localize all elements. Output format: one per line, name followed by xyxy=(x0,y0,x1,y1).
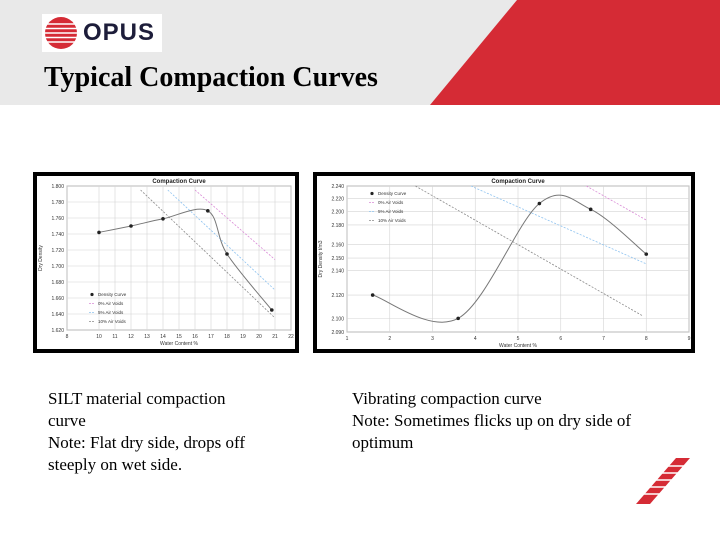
y-tick-label: 2.220 xyxy=(331,196,344,203)
y-tick-label: 1.640 xyxy=(51,312,64,318)
right-compaction-chart xyxy=(317,176,691,349)
x-tick-label: 11 xyxy=(112,334,118,340)
x-tick-label: 15 xyxy=(176,334,182,340)
x-tick-label: 7 xyxy=(602,336,605,342)
density-point xyxy=(206,209,210,213)
right-caption-line: Vibrating compaction curve xyxy=(352,389,542,408)
legend-label: 5% Air Voids xyxy=(378,209,404,214)
chart-title: Compaction Curve xyxy=(152,179,206,185)
y-tick-label: 2.180 xyxy=(331,222,344,229)
y-tick-label: 2.100 xyxy=(331,316,344,323)
density-point xyxy=(456,317,460,321)
x-tick-label: 1 xyxy=(345,336,349,342)
density-point xyxy=(270,308,274,312)
y-axis-label: Dry Density t/m3 xyxy=(318,240,324,278)
y-tick-label: 1.740 xyxy=(51,232,64,238)
x-tick-label: 18 xyxy=(224,334,230,340)
x-tick-label: 6 xyxy=(559,336,563,342)
right-caption xyxy=(352,388,631,454)
x-tick-label: 9 xyxy=(687,336,691,342)
opus-logo-icon xyxy=(44,16,78,50)
y-tick-label: 1.760 xyxy=(51,216,64,222)
right-chart-frame xyxy=(313,172,695,353)
x-tick-label: 13 xyxy=(144,334,150,340)
density-point xyxy=(538,202,542,206)
y-tick-label: 1.680 xyxy=(51,280,64,286)
y-tick-label: 2.160 xyxy=(331,242,344,249)
x-tick-label: 19 xyxy=(240,334,246,340)
x-tick-label: 17 xyxy=(208,334,214,340)
chart-title: Compaction Curve xyxy=(491,179,545,185)
x-tick-label: 3 xyxy=(431,336,434,342)
x-tick-label: 16 xyxy=(192,334,198,340)
left-chart-frame xyxy=(33,172,299,353)
x-tick-label: 8 xyxy=(65,334,69,340)
y-tick-label: 2.140 xyxy=(331,268,344,275)
legend-marker xyxy=(90,293,93,296)
left-caption-line: SILT material compaction xyxy=(48,389,226,408)
y-tick-label: 1.720 xyxy=(51,248,64,254)
y-tick-label: 2.200 xyxy=(331,209,344,216)
x-tick-label: 2 xyxy=(388,336,392,342)
legend-label: Density Curve xyxy=(98,292,127,297)
x-tick-label: 10 xyxy=(96,334,102,340)
y-tick-label: 1.780 xyxy=(51,200,64,206)
density-point xyxy=(225,252,229,256)
y-tick-label: 1.620 xyxy=(51,328,64,334)
density-point xyxy=(97,231,101,235)
y-tick-label: 1.660 xyxy=(51,296,64,302)
corner-stripes-icon xyxy=(636,456,692,506)
y-tick-label: 1.700 xyxy=(51,264,64,270)
opus-logo xyxy=(42,14,162,52)
legend-label: 0% Air Voids xyxy=(378,200,404,205)
x-tick-label: 20 xyxy=(256,334,262,340)
legend-marker xyxy=(370,192,373,195)
left-caption-line: steeply on wet side. xyxy=(48,455,183,474)
y-tick-label: 2.120 xyxy=(331,293,344,300)
x-axis-label: Water Content % xyxy=(499,343,537,349)
right-caption-line: optimum xyxy=(352,433,414,452)
legend-label: 10% Air Voids xyxy=(378,218,406,223)
density-point xyxy=(371,293,375,297)
x-tick-label: 14 xyxy=(160,334,166,340)
left-caption-line: curve xyxy=(48,411,86,430)
legend-label: 10% Air Voids xyxy=(98,319,126,324)
x-tick-label: 12 xyxy=(128,334,134,340)
y-tick-label: 2.090 xyxy=(331,330,344,336)
x-tick-label: 5 xyxy=(516,336,520,342)
density-point xyxy=(589,208,593,212)
x-tick-label: 21 xyxy=(272,334,278,340)
y-tick-label: 2.240 xyxy=(331,184,344,190)
right-caption-line: Note: Sometimes flicks up on dry side of xyxy=(352,411,632,430)
slide-title: Typical Compaction Curves xyxy=(44,62,378,93)
density-point xyxy=(161,217,165,221)
x-axis-label: Water Content % xyxy=(160,341,198,347)
legend-label: 0% Air Voids xyxy=(98,301,124,306)
x-tick-label: 4 xyxy=(473,336,477,342)
x-tick-label: 8 xyxy=(644,336,648,342)
y-tick-label: 2.150 xyxy=(331,256,344,263)
legend-label: 5% Air Voids xyxy=(98,310,124,315)
y-tick-label: 1.800 xyxy=(51,184,64,190)
left-caption-line: Note: Flat dry side, drops off xyxy=(48,433,246,452)
left-compaction-chart xyxy=(37,176,295,349)
y-axis-label: Dry Density xyxy=(38,245,44,271)
legend-label: Density Curve xyxy=(378,191,407,196)
left-caption xyxy=(48,388,245,476)
density-point xyxy=(129,224,133,228)
x-tick-label: 22 xyxy=(288,334,294,340)
density-point xyxy=(644,252,648,256)
logo-text: OPUS xyxy=(83,19,156,46)
